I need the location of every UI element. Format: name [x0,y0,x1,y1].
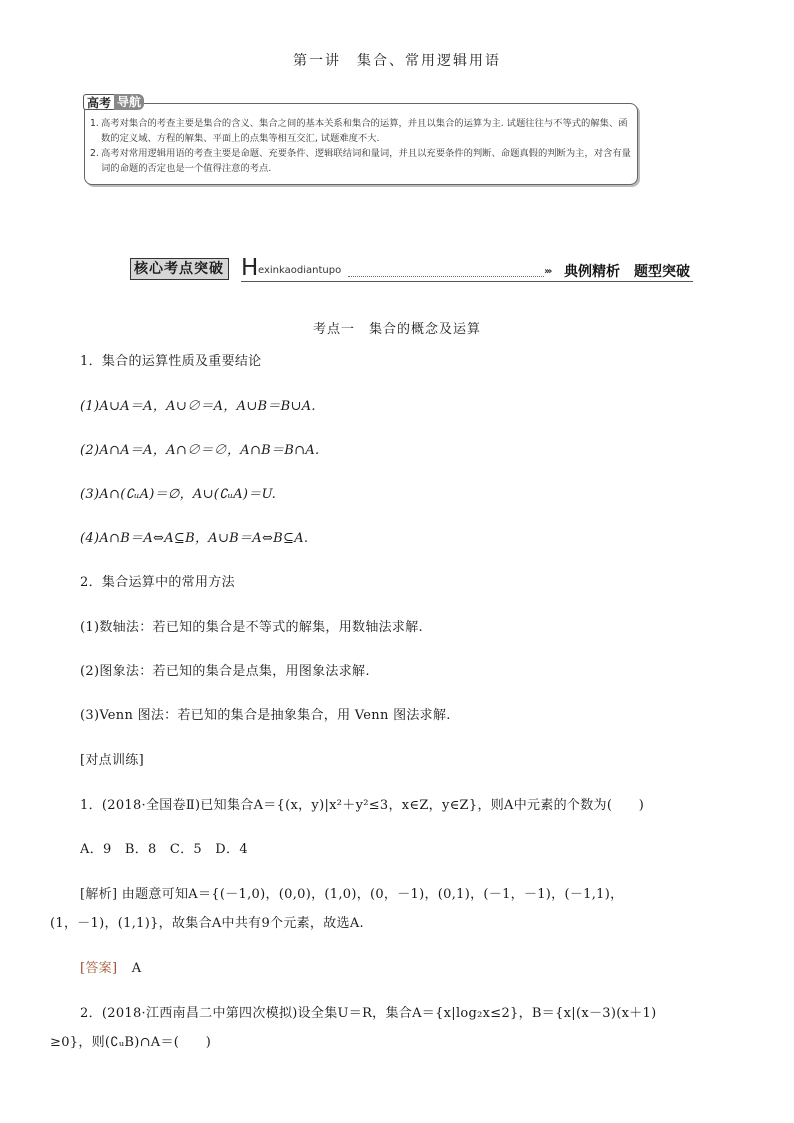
method-line-3: (3)Venn 图法：若已知的集合是抽象集合，用 Venn 图法求解. [80,708,451,723]
guide-tag-left: 高考 [83,94,114,110]
guide-item-number: 2. [90,148,99,159]
section-banner [130,255,695,282]
guide-item-text: 高考对集合的考查主要是集合的含义、集合之间的基本关系和集合的运算，并且以集合的运算为主. 试题往往与不等式的解集、函数的定义域、方程的解集、平面上的点集等相互交汇, 试题难度不大. [101,118,628,144]
practice-label: [对点训练] [80,753,144,768]
analysis-label: [解析] [80,887,118,902]
answer-line [80,957,141,976]
question-1-options: A．9 B．8 C．5 D．4 [80,842,248,857]
property-line-3: (3)A∩(∁ᵤA)＝∅，A∪(∁ᵤA)＝U. [80,487,277,502]
heading-common-methods: 2．集合运算中的常用方法 [80,575,235,590]
question-1: 1．(2018·全国卷Ⅱ)已知集合A＝{(x，y)|x²＋y²≤3，x∈Z，y∈Z}，则A中元素的个数为( ) [80,798,645,813]
guide-tag-right: 导航 [114,94,144,110]
guide-item-text: 高考对常用逻辑用语的考查主要是命题、充要条件、逻辑联结词和量词，并且以充要条件的判断、命题真假的判断为主，对含有量词的命题的否定也是一个值得注意的考点. [101,148,631,174]
banner-label-left: 核心考点突破 [130,258,229,280]
banner-dotted-line [348,276,544,277]
guide-item [90,116,635,146]
method-line-1: (1)数轴法：若已知的集合是不等式的解集，用数轴法求解. [80,620,423,635]
property-line-2: (2)A∩A＝A，A∩∅＝∅，A∩B＝B∩A. [80,443,320,458]
chevrons-icon: ››› [544,266,551,277]
guide-item-number: 1. [90,118,99,129]
page-title: 第一讲 集合、常用逻辑用语 [293,53,501,69]
question-2-line-1: 2．(2018·江西南昌二中第四次模拟)设全集U＝R，集合A＝{x|log₂x≤2}，B＝{x|(x－3)(x＋1) [80,1006,657,1021]
question-2-line-2: ≥0}，则(∁ᵤB)∩A＝( ) [50,1035,212,1050]
section-title: 考点一 集合的概念及运算 [312,322,481,337]
exam-guide-list [90,116,635,176]
property-line-1: (1)A∪A＝A，A∪∅＝A，A∪B＝B∪A. [80,399,316,414]
analysis-text-1: 由题意可知A＝{(－1,0)，(0,0)，(1,0)，(0，－1)，(0,1)，(－1，－1)，(－1,1)， [121,887,624,902]
heading-operation-properties: 1．集合的运算性质及重要结论 [80,354,262,369]
analysis-text-2: (1，－1)，(1,1)}，故集合A中共有9个元素，故选A. [50,916,364,931]
answer-value: A [131,961,142,976]
banner-h-letter: H [241,255,259,281]
banner-underline [241,281,693,282]
banner-label-right: 典例精析 题型突破 [564,264,690,280]
analysis-line-1 [80,883,623,902]
method-line-2: (2)图象法：若已知的集合是点集，用图象法求解. [80,664,370,679]
answer-label: [答案] [80,961,118,976]
banner-pinyin: exinkaodiantupo [258,265,342,276]
exam-guide-tag [83,94,144,110]
guide-item [90,146,635,176]
property-line-4: (4)A∩B＝A⇔A⊆B，A∪B＝A⇔B⊆A. [80,531,309,546]
